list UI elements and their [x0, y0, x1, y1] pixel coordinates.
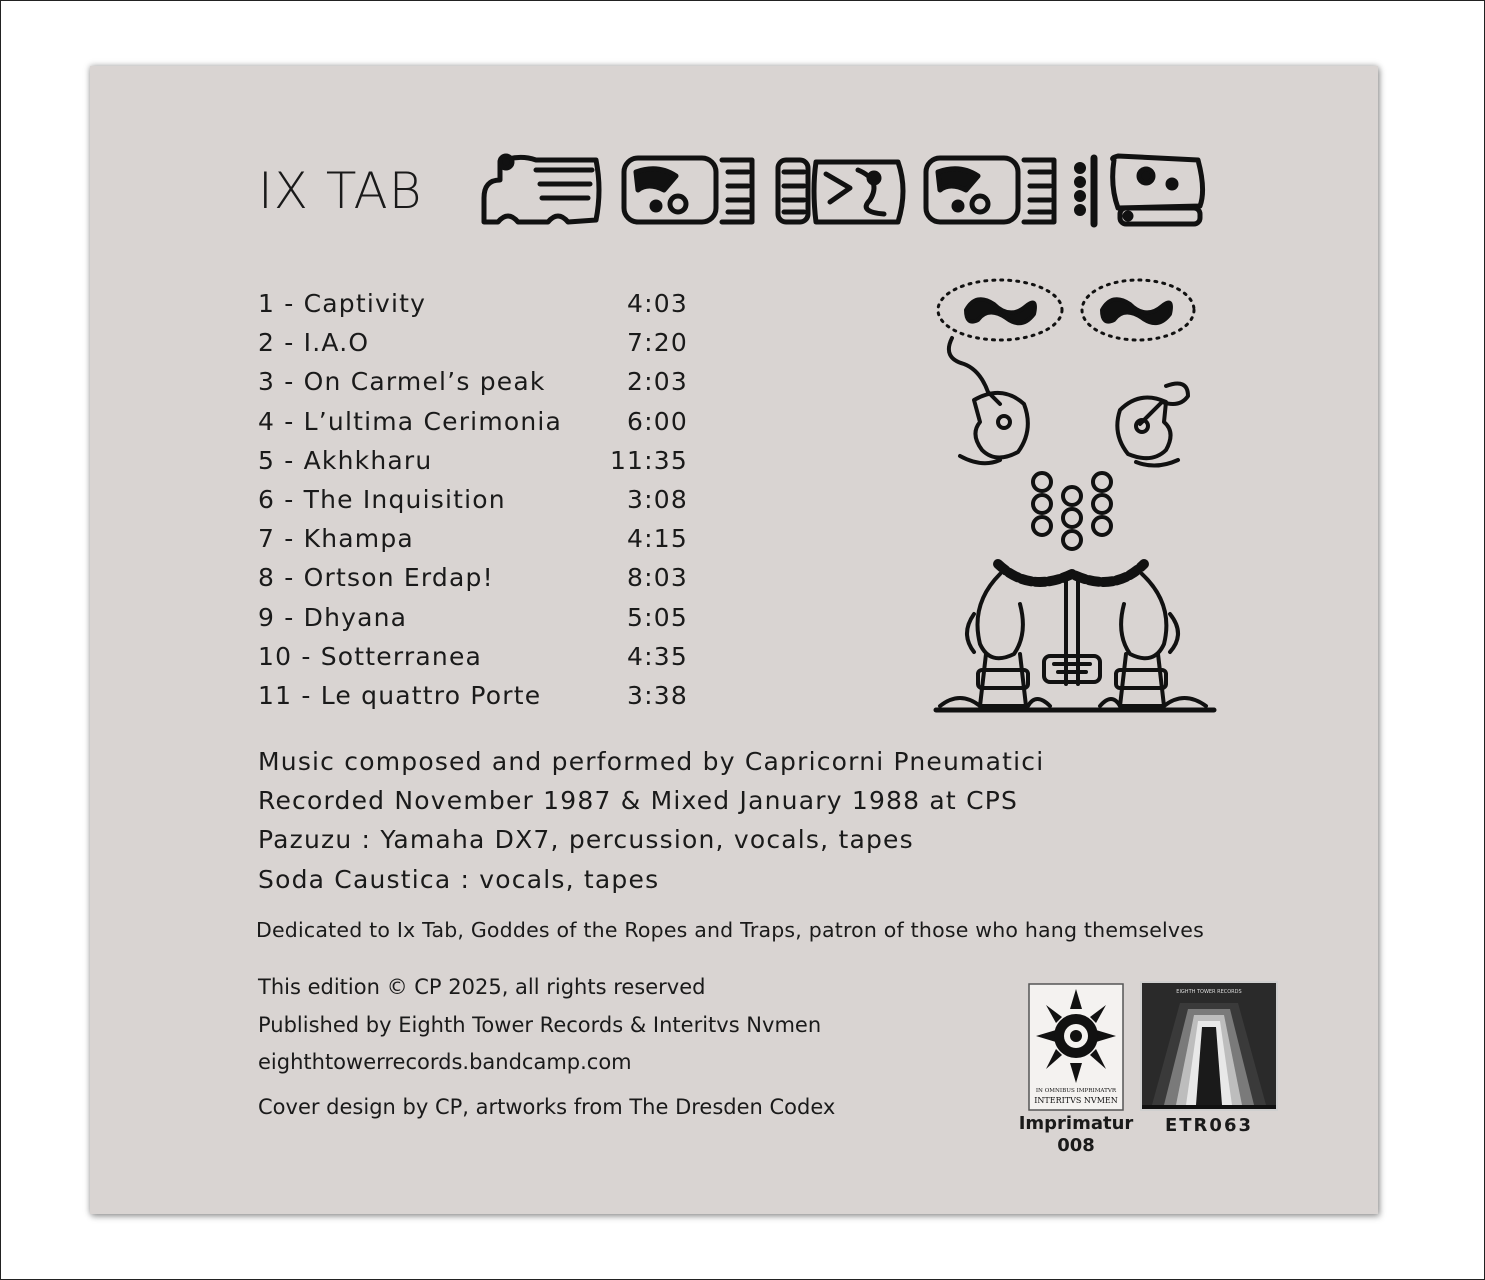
chaos-star-logo-icon	[1028, 983, 1124, 1111]
credit-line: Recorded November 1987 & Mixed January 1988 at CPS	[258, 786, 1019, 816]
track-row	[258, 284, 688, 323]
track-duration: 4:35	[627, 641, 688, 671]
track-duration: 2:03	[627, 367, 688, 397]
mayan-glyph-row-icon	[478, 150, 1208, 230]
track-title: 1 - Captivity	[258, 289, 427, 318]
imprimatur-catalog-number: Imprimatur 008	[1018, 1113, 1134, 1156]
track-title: 2 - I.A.O	[258, 328, 370, 358]
credit-line: Music composed and performed by Capricorni Pneumatici	[258, 747, 1045, 776]
cover-design-credit: Cover design by CP, artworks from The Dresden Codex	[258, 1095, 836, 1119]
track-duration: 3:38	[627, 680, 688, 710]
etr-logo-text: EIGHTH TOWER RECORDS	[1176, 989, 1242, 995]
track-row	[258, 637, 688, 676]
etr-catalog-number: ETR063	[1164, 1115, 1253, 1136]
publisher-line: Published by Eighth Tower Records & Interitvs Nvmen	[258, 1012, 822, 1037]
credits-list	[258, 742, 1044, 899]
track-row	[258, 558, 688, 597]
mayan-deity-figure-icon	[930, 274, 1220, 714]
track-title: 8 - Ortson Erdap!	[258, 563, 494, 593]
track-row	[258, 402, 688, 441]
track-title: 6 - The Inquisition	[258, 484, 506, 514]
track-duration: 6:00	[627, 406, 688, 436]
credit-line: Pazuzu : Yamaha DX7, percussion, vocals, tapes	[258, 825, 914, 855]
track-title: 7 - Khampa	[258, 524, 414, 554]
track-title: 10 - Sotterranea	[258, 641, 483, 671]
track-row	[258, 598, 688, 637]
track-title: 9 - Dhyana	[258, 602, 408, 632]
track-title: 4 - L’ultima Cerimonia	[258, 406, 563, 436]
publishing-info	[258, 969, 821, 1082]
website-line: eighthtowerrecords.bandcamp.com	[258, 1050, 632, 1074]
track-title: 11 - Le quattro Porte	[258, 680, 542, 710]
track-duration: 3:08	[627, 484, 688, 514]
tower-arch-logo-icon	[1140, 981, 1278, 1111]
track-row	[258, 676, 688, 715]
track-duration: 8:03	[627, 563, 688, 593]
copyright-line: This edition © CP 2025, all rights reserved	[258, 975, 706, 999]
album-back-cover	[90, 66, 1378, 1214]
track-duration: 5:05	[627, 602, 688, 632]
track-title: 5 - Akhkharu	[258, 445, 433, 475]
imprimatur-motto: IN OMNIBUS IMPRIMATVR	[1035, 1088, 1117, 1094]
track-duration: 4:03	[627, 289, 688, 318]
track-row	[258, 362, 688, 401]
track-duration: 4:15	[627, 524, 688, 554]
track-row	[258, 323, 688, 362]
dedication-text: Dedicated to Ix Tab, Goddes of the Ropes and Traps, patron of those who hang themselves	[256, 918, 1204, 942]
track-title: 3 - On Carmel’s peak	[258, 367, 546, 397]
tracklist	[258, 284, 688, 715]
track-row	[258, 441, 688, 480]
track-row	[258, 519, 688, 558]
album-title: IX TAB	[258, 162, 423, 220]
track-row	[258, 480, 688, 519]
credit-line: Soda Caustica : vocals, tapes	[258, 864, 660, 894]
track-duration: 7:20	[627, 328, 688, 358]
imprimatur-logo-text: INTERITVS NVMEN	[1034, 1096, 1118, 1105]
track-duration: 11:35	[609, 445, 688, 475]
